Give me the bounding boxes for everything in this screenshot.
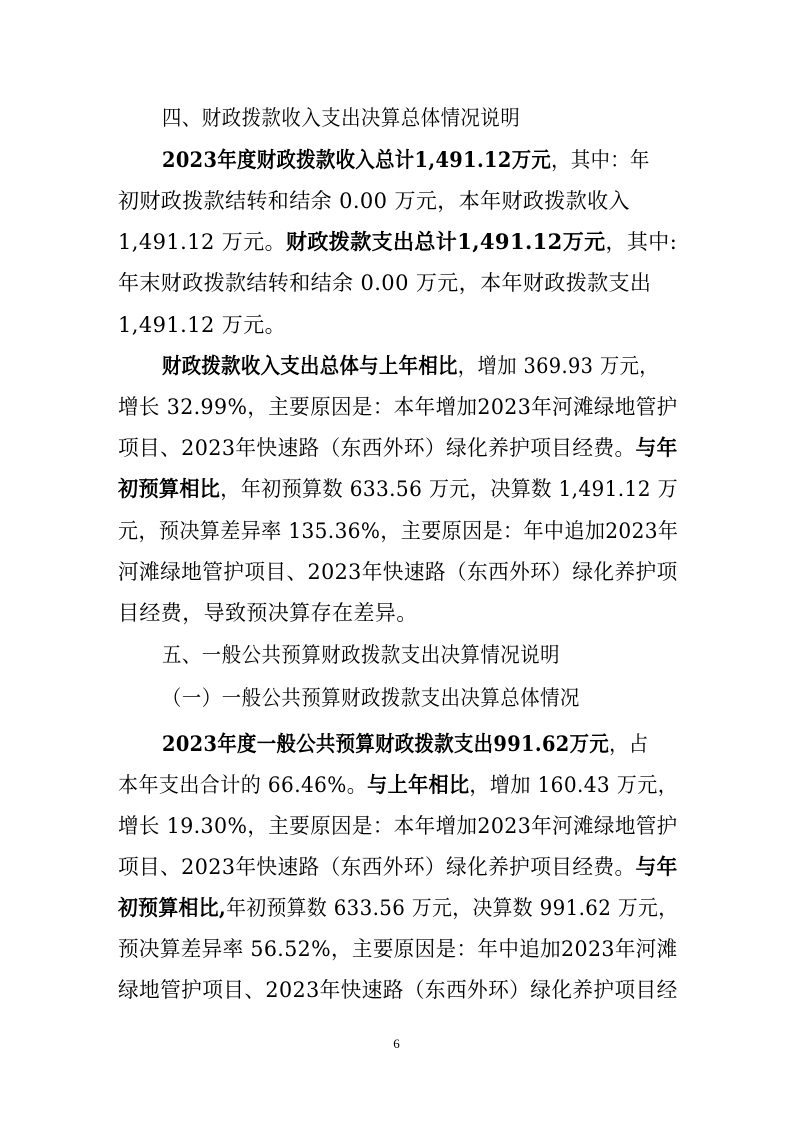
- bold-text: 与年: [635, 435, 678, 460]
- paragraph-line: [118, 557, 678, 587]
- text: ，其中:: [605, 230, 678, 254]
- paragraph-line: [118, 852, 678, 882]
- text: 元，预决算差异率 135.36%，主要原因是：年中追加2023年: [118, 519, 679, 543]
- subsection-heading-1: [162, 683, 678, 713]
- text: 绿地管护项目、2023年快速路（东西外环）绿化养护项目经: [118, 978, 678, 1002]
- paragraph-line: [118, 310, 678, 340]
- paragraph-line: [162, 729, 678, 759]
- paragraph-line: [118, 598, 678, 628]
- heading-text: 四、财政拨款收入支出决算总体情况说明: [162, 106, 521, 130]
- section-heading-4: [162, 103, 678, 133]
- paragraph-line: [118, 474, 679, 504]
- bold-text: 初预算相比,: [118, 895, 227, 920]
- text: ，年初预算数 633.56 万元，决算数 1,491.12 万: [220, 477, 679, 501]
- bold-text: 初预算相比: [118, 476, 221, 501]
- text: 增长 19.30%，主要原因是：本年增加2023年河滩绿地管护: [118, 814, 678, 838]
- section-heading-5: [162, 640, 678, 670]
- text: 增长 32.99%，主要原因是：本年增加2023年河滩绿地管护: [118, 395, 678, 419]
- paragraph-line: [118, 770, 679, 800]
- paragraph-line: [118, 516, 679, 546]
- paragraph-line: [118, 433, 678, 463]
- text: ，增加 160.43 万元，: [469, 773, 679, 797]
- bold-text: 财政拨款收入支出总体与上年相比: [162, 353, 458, 378]
- page-number: 6: [393, 1036, 400, 1051]
- text: ，增加 369.93 万元，: [457, 354, 660, 378]
- text: 目经费，导致预决算存在差异。: [118, 601, 418, 625]
- text: 年末财政拨款结转和结余 0.00 万元，本年财政拨款支出: [118, 271, 652, 295]
- text: 1,491.12 万元。: [118, 230, 286, 254]
- text: 项目、2023年快速路（东西外环）绿化养护项目经费。: [118, 436, 636, 460]
- paragraph-line: [118, 392, 678, 422]
- bold-text: 2023年度一般公共预算财政拨款支出991.62万元: [162, 731, 610, 756]
- paragraph-line: [118, 811, 678, 841]
- paragraph-line: [118, 975, 678, 1005]
- paragraph-line: [118, 893, 679, 923]
- text: 年初预算数 633.56 万元，决算数 991.62 万元，: [226, 896, 679, 920]
- paragraph-line: [118, 934, 678, 964]
- heading-text: （一）一般公共预算财政拨款支出决算总体情况: [162, 686, 580, 710]
- text: 初财政拨款结转和结余 0.00 万元，本年财政拨款收入: [118, 189, 630, 213]
- bold-text: 与上年相比: [367, 772, 470, 797]
- text: 项目、2023年快速路（东西外环）绿化养护项目经费。: [118, 855, 636, 879]
- bold-text: 与年: [635, 854, 678, 879]
- paragraph-line: [118, 186, 678, 216]
- text: 河滩绿地管护项目、2023年快速路（东西外环）绿化养护项: [118, 560, 678, 584]
- bold-text: 2023年度财政拨款收入总计1,491.12万元: [162, 147, 552, 172]
- paragraph-line: [162, 145, 678, 175]
- heading-text: 五、一般公共预算财政拨款支出决算情况说明: [162, 643, 561, 667]
- text: 预决算差异率 56.52%，主要原因是：年中追加2023年河滩: [118, 937, 678, 961]
- text: ，其中：年: [551, 148, 650, 172]
- paragraph-line: [118, 268, 678, 298]
- paragraph-line: [118, 227, 678, 257]
- bold-text: 财政拨款支出总计1,491.12万元: [286, 229, 606, 254]
- text: ，占: [609, 732, 649, 756]
- paragraph-line: [162, 351, 678, 381]
- text: 本年支出合计的 66.46%。: [118, 773, 368, 797]
- text: 1,491.12 万元。: [118, 313, 286, 337]
